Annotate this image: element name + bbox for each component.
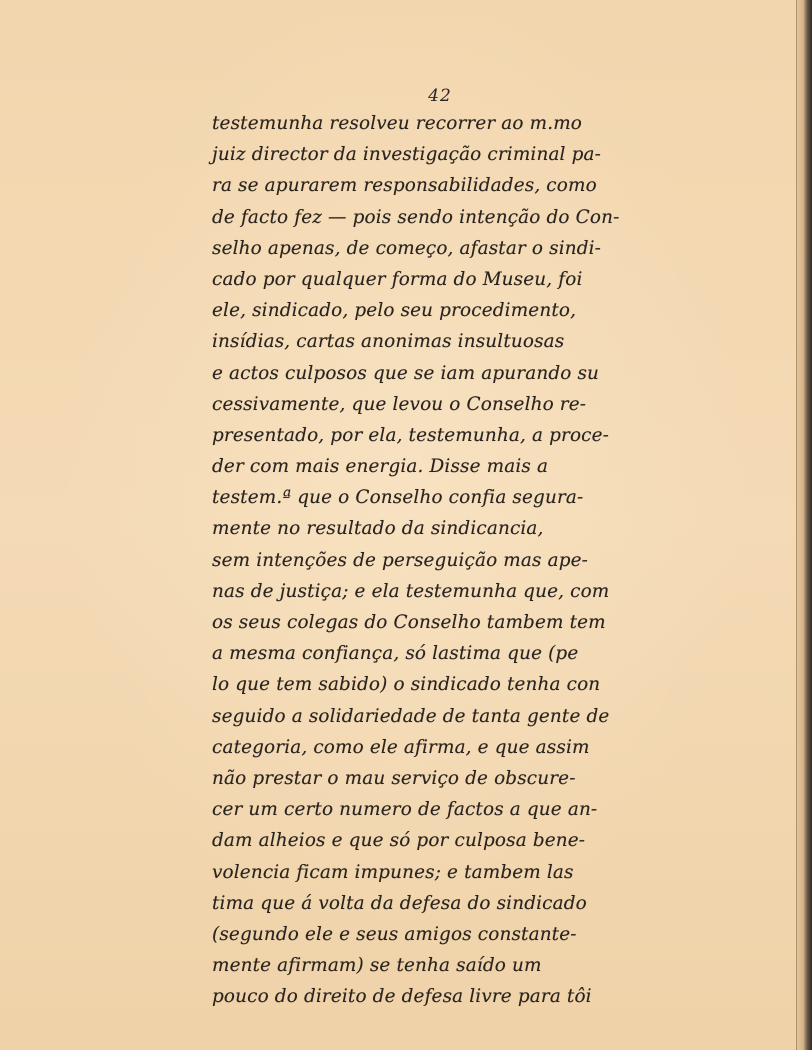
page-binding-edge: [796, 0, 812, 1050]
page-edge-line: [796, 0, 797, 1050]
text-line: os seus colegas do Conselho tambem tem: [212, 612, 606, 633]
page-number: 42: [428, 86, 452, 106]
text-line: juiz director da investigação criminal pa-: [212, 144, 601, 166]
text-line: de facto fez — pois sendo intenção do Con-: [212, 206, 620, 228]
text-line: cer um certo numero de factos a que an-: [212, 799, 598, 821]
text-line: presentado, por ela, testemunha, a proce-: [212, 424, 610, 446]
text-line: não prestar o mau serviço de obscure-: [212, 767, 576, 789]
handwritten-text-block: [212, 108, 702, 1012]
text-line: der com mais energia. Disse mais a: [212, 456, 549, 478]
text-line: dam alheios e que só por culposa bene-: [212, 830, 586, 852]
text-line: pouco do direito de defesa livre para tôi: [212, 986, 592, 1008]
text-line: sem intenções de perseguição mas ape-: [212, 549, 589, 571]
text-line: testem.ª que o Conselho confia segura-: [212, 487, 584, 509]
text-line: ele, sindicado, pelo seu procedimento,: [212, 300, 577, 322]
text-line: e actos culposos que se iam apurando su: [212, 362, 600, 384]
text-line: cessivamente, que levou o Conselho re-: [212, 393, 587, 415]
text-line: insídias, cartas anonimas insultuosas: [212, 331, 565, 353]
text-line: nas de justiça; e ela testemunha que, com: [212, 580, 610, 602]
text-line: (segundo ele e seus amigos constante-: [212, 923, 577, 945]
text-line: cado por qualquer forma do Museu, foi: [212, 268, 583, 290]
text-line: lo que tem sabido) o sindicado tenha con: [212, 674, 601, 696]
text-line: a mesma confiança, só lastima que (pe: [212, 643, 579, 665]
text-line: seguido a solidariedade de tanta gente de: [212, 705, 610, 727]
text-line: testemunha resolveu recorrer ao m.mo: [212, 113, 583, 134]
text-line: mente no resultado da sindicancia,: [212, 518, 544, 540]
text-line: ra se apurarem responsabilidades, como: [212, 175, 597, 197]
text-line: volencia ficam impunes; e tambem las: [212, 861, 574, 883]
text-line: categoria, como ele afirma, e que assim: [212, 736, 590, 758]
text-line: tima que á volta da defesa do sindicado: [212, 892, 587, 914]
text-line: mente afirmam) se tenha saído um: [212, 955, 542, 977]
text-line: selho apenas, de começo, afastar o sindi-: [212, 237, 602, 259]
